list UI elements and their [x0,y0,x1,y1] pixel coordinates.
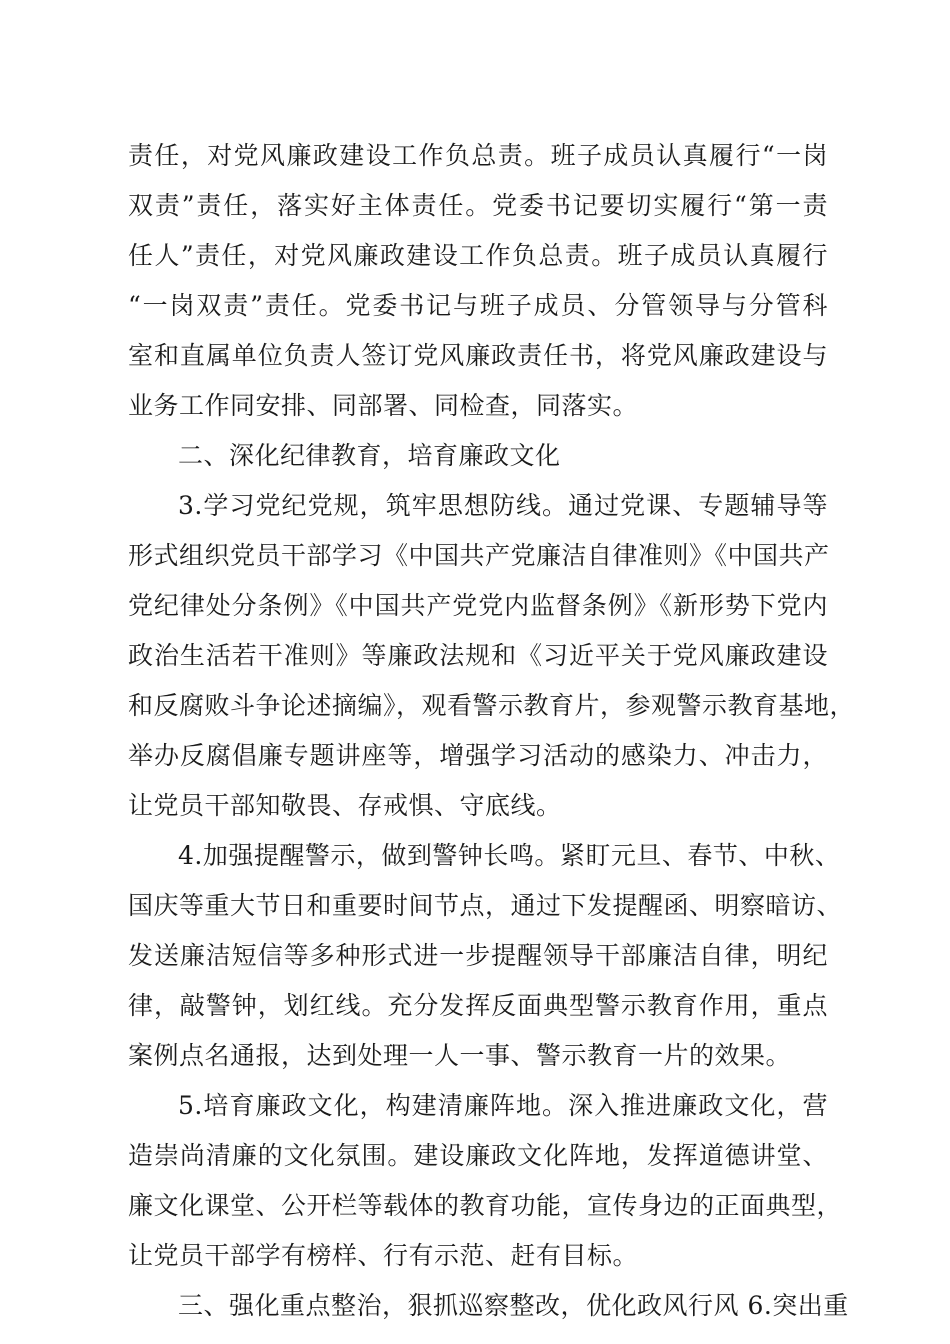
text-line: 发送廉洁短信等多种形式进一步提醒领导干部廉洁自律，明纪 [128,941,828,970]
text-line: 3.学习党纪党规，筑牢思想防线。通过党课、专题辅导等 [178,491,828,520]
text-line: 双责”责任，落实好主体责任。党委书记要切实履行“第一责 [128,191,828,220]
text-line: 任人”责任，对党风廉政建设工作负总责。班子成员认真履行 [128,241,828,270]
text-line: 国庆等重大节日和重要时间节点，通过下发提醒函、明察暗访、 [128,891,843,920]
text-line: 责任，对党风廉政建设工作负总责。班子成员认真履行“一岗 [128,141,828,170]
document-body [128,131,856,1331]
text-line: 造崇尚清廉的文化氛围。建设廉政文化阵地，发挥道德讲堂、 [128,1141,828,1170]
text-line: 让党员干部知敬畏、存戒惧、守底线。 [128,791,562,820]
text-line: 4.加强提醒警示，做到警钟长鸣。紧盯元旦、春节、中秋、 [178,841,841,870]
text-line: 形式组织党员干部学习《中国共产党廉洁自律准则》《中国共产 [128,541,830,570]
text-line: 律，敲警钟，划红线。充分发挥反面典型警示教育作用，重点 [128,991,828,1020]
text-line: 案例点名通报，达到处理一人一事、警示教育一片的效果。 [128,1041,792,1070]
text-line: 举办反腐倡廉专题讲座等，增强学习活动的感染力、冲击力， [128,741,828,770]
section-heading: 二、深化纪律教育，培育廉政文化 [178,441,561,470]
section-heading: 三、强化重点整治，狠抓巡察整改，优化政风行风 6.突出重 [178,1291,849,1320]
text-line: 5.培育廉政文化，构建清廉阵地。深入推进廉政文化，营 [178,1091,828,1120]
text-line: 业务工作同安排、同部署、同检查，同落实。 [128,391,639,420]
text-line: 让党员干部学有榜样、行有示范、赶有目标。 [128,1241,639,1270]
text-line: 室和直属单位负责人签订党风廉政责任书，将党风廉政建设与 [128,341,828,370]
text-line: 党纪律处分条例》《中国共产党党内监督条例》《新形势下党内 [128,591,828,620]
text-line: 和反腐败斗争论述摘编》，观看警示教育片，参观警示教育基地， [128,691,856,720]
text-line: “一岗双责”责任。党委书记与班子成员、分管领导与分管科 [128,291,828,320]
text-line: 廉文化课堂、公开栏等载体的教育功能，宣传身边的正面典型， [128,1191,843,1220]
text-line: 政治生活若干准则》等廉政法规和《习近平关于党风廉政建设 [128,641,828,670]
